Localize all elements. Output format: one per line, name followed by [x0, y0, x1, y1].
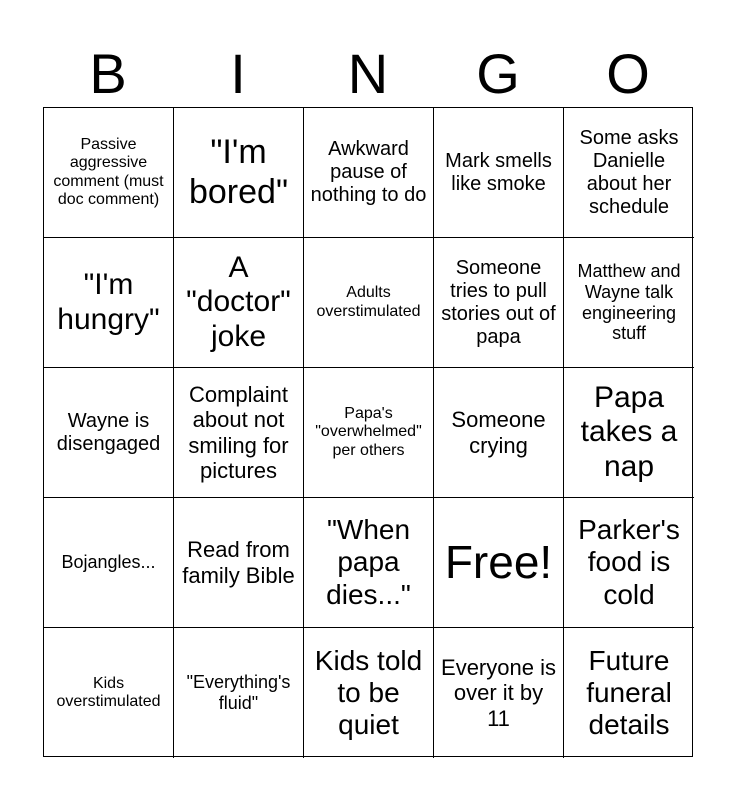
cell-text: A "doctor" joke — [186, 250, 291, 353]
bingo-cell[interactable] — [304, 628, 434, 758]
cell-text: Parker's food is cold — [578, 514, 680, 610]
bingo-cell[interactable] — [434, 108, 564, 238]
bingo-cell[interactable] — [564, 238, 694, 368]
bingo-cell[interactable] — [434, 368, 564, 498]
cell-text: Read from family Bible — [182, 537, 295, 588]
bingo-cell[interactable] — [434, 238, 564, 368]
bingo-cell[interactable] — [174, 238, 304, 368]
bingo-cell[interactable] — [44, 368, 174, 498]
cell-text: Passive aggressive comment (must doc comment) — [53, 135, 164, 208]
bingo-cell[interactable] — [174, 108, 304, 238]
cell-text: "I'm hungry" — [57, 268, 160, 336]
cell-text: Complaint about not smiling for pictures — [188, 381, 289, 483]
bingo-cell[interactable] — [564, 108, 694, 238]
free-space-cell[interactable] — [434, 498, 564, 628]
cell-text: "When papa dies..." — [326, 514, 411, 610]
header-letter-g: G — [476, 42, 520, 105]
cell-text: Papa takes a nap — [580, 380, 678, 483]
bingo-cell[interactable] — [564, 368, 694, 498]
bingo-cell[interactable] — [304, 368, 434, 498]
header-letter-i: I — [230, 42, 246, 105]
bingo-cell[interactable] — [174, 368, 304, 498]
bingo-grid — [43, 107, 693, 757]
cell-text: Kids overstimulated — [56, 674, 161, 710]
cell-text: Wayne is disengaged — [56, 409, 161, 455]
bingo-cell[interactable] — [44, 628, 174, 758]
cell-text: Mark smells like smoke — [445, 149, 552, 195]
cell-text: Someone tries to pull stories out of papa — [441, 256, 556, 348]
bingo-cell[interactable] — [44, 498, 174, 628]
cell-text: Awkward pause of nothing to do — [310, 138, 427, 206]
cell-text: Papa's "overwhelmed" per others — [315, 404, 422, 459]
bingo-cell[interactable] — [304, 498, 434, 628]
bingo-cell[interactable] — [44, 108, 174, 238]
header-letter-b: B — [89, 42, 127, 105]
cell-text: "I'm bored" — [188, 133, 289, 211]
cell-text: Adults overstimulated — [316, 284, 421, 320]
bingo-cell[interactable] — [564, 628, 694, 758]
bingo-cell[interactable] — [174, 498, 304, 628]
cell-text: Matthew and Wayne talk engineering stuff — [577, 261, 681, 344]
bingo-header — [43, 40, 693, 108]
header-letter-n: N — [347, 42, 389, 105]
bingo-cell[interactable] — [44, 238, 174, 368]
free-space-text: Free! — [444, 536, 553, 589]
cell-text: Someone crying — [451, 407, 546, 458]
header-letter-o: O — [606, 42, 650, 105]
cell-text: "Everything's fluid" — [186, 672, 291, 713]
bingo-cell[interactable] — [304, 108, 434, 238]
bingo-cell[interactable] — [174, 628, 304, 758]
bingo-cell[interactable] — [564, 498, 694, 628]
cell-text: Everyone is over it by 11 — [441, 655, 556, 731]
bingo-cell[interactable] — [304, 238, 434, 368]
cell-text: Kids told to be quiet — [314, 644, 423, 741]
cell-text: Some asks Danielle about her schedule — [579, 126, 679, 218]
bingo-cell[interactable] — [434, 628, 564, 758]
cell-text: Future funeral details — [586, 644, 672, 741]
cell-text: Bojangles... — [61, 552, 156, 573]
